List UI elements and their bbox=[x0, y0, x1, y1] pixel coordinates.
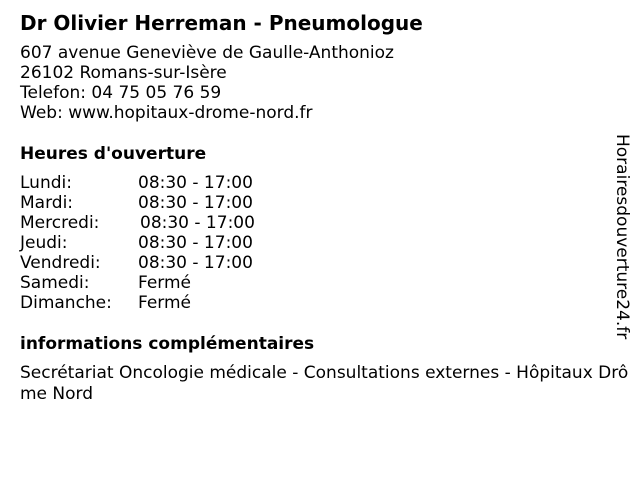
opening-hours-heading: Heures d'ouverture bbox=[20, 144, 207, 164]
site-watermark: Horairesdouverture24.fr bbox=[612, 134, 632, 340]
opening-hours-table bbox=[20, 173, 340, 313]
address-street: 607 avenue Geneviève de Gaulle-Anthonioz bbox=[20, 43, 394, 63]
page-title: Dr Olivier Herreman - Pneumologue bbox=[20, 11, 423, 35]
hours-row-friday bbox=[20, 253, 340, 273]
additional-info-heading: informations complémentaires bbox=[20, 334, 315, 354]
time-value: 08:30 - 17:00 bbox=[138, 233, 253, 253]
time-value: 08:30 - 17:00 bbox=[138, 173, 253, 193]
day-label: Samedi: bbox=[20, 273, 90, 293]
time-value: 08:30 - 17:00 bbox=[138, 253, 253, 273]
hours-row-sunday bbox=[20, 293, 340, 313]
address-block bbox=[20, 43, 394, 123]
hours-row-thursday bbox=[20, 233, 340, 253]
day-label: Mercredi: bbox=[20, 213, 100, 233]
day-label: Dimanche: bbox=[20, 293, 112, 313]
address-city: 26102 Romans-sur-Isère bbox=[20, 63, 227, 83]
phone-number: Telefon: 04 75 05 76 59 bbox=[20, 83, 222, 103]
hours-row-tuesday bbox=[20, 193, 340, 213]
hours-row-monday bbox=[20, 173, 340, 193]
time-value: 08:30 - 17:00 bbox=[138, 193, 253, 213]
hours-row-wednesday bbox=[20, 213, 340, 233]
time-value: Fermé bbox=[138, 273, 192, 293]
time-value: Fermé bbox=[138, 293, 192, 313]
day-label: Jeudi: bbox=[20, 233, 68, 253]
hours-row-saturday bbox=[20, 273, 340, 293]
website: Web: www.hopitaux-drome-nord.fr bbox=[20, 103, 313, 123]
day-label: Lundi: bbox=[20, 173, 72, 193]
additional-info-text: Secrétariat Oncologie médicale - Consultations externes - Hôpitaux Drôme Nord bbox=[20, 363, 629, 404]
time-value: 08:30 - 17:00 bbox=[140, 213, 255, 233]
day-label: Mardi: bbox=[20, 193, 74, 213]
day-label: Vendredi: bbox=[20, 253, 101, 273]
